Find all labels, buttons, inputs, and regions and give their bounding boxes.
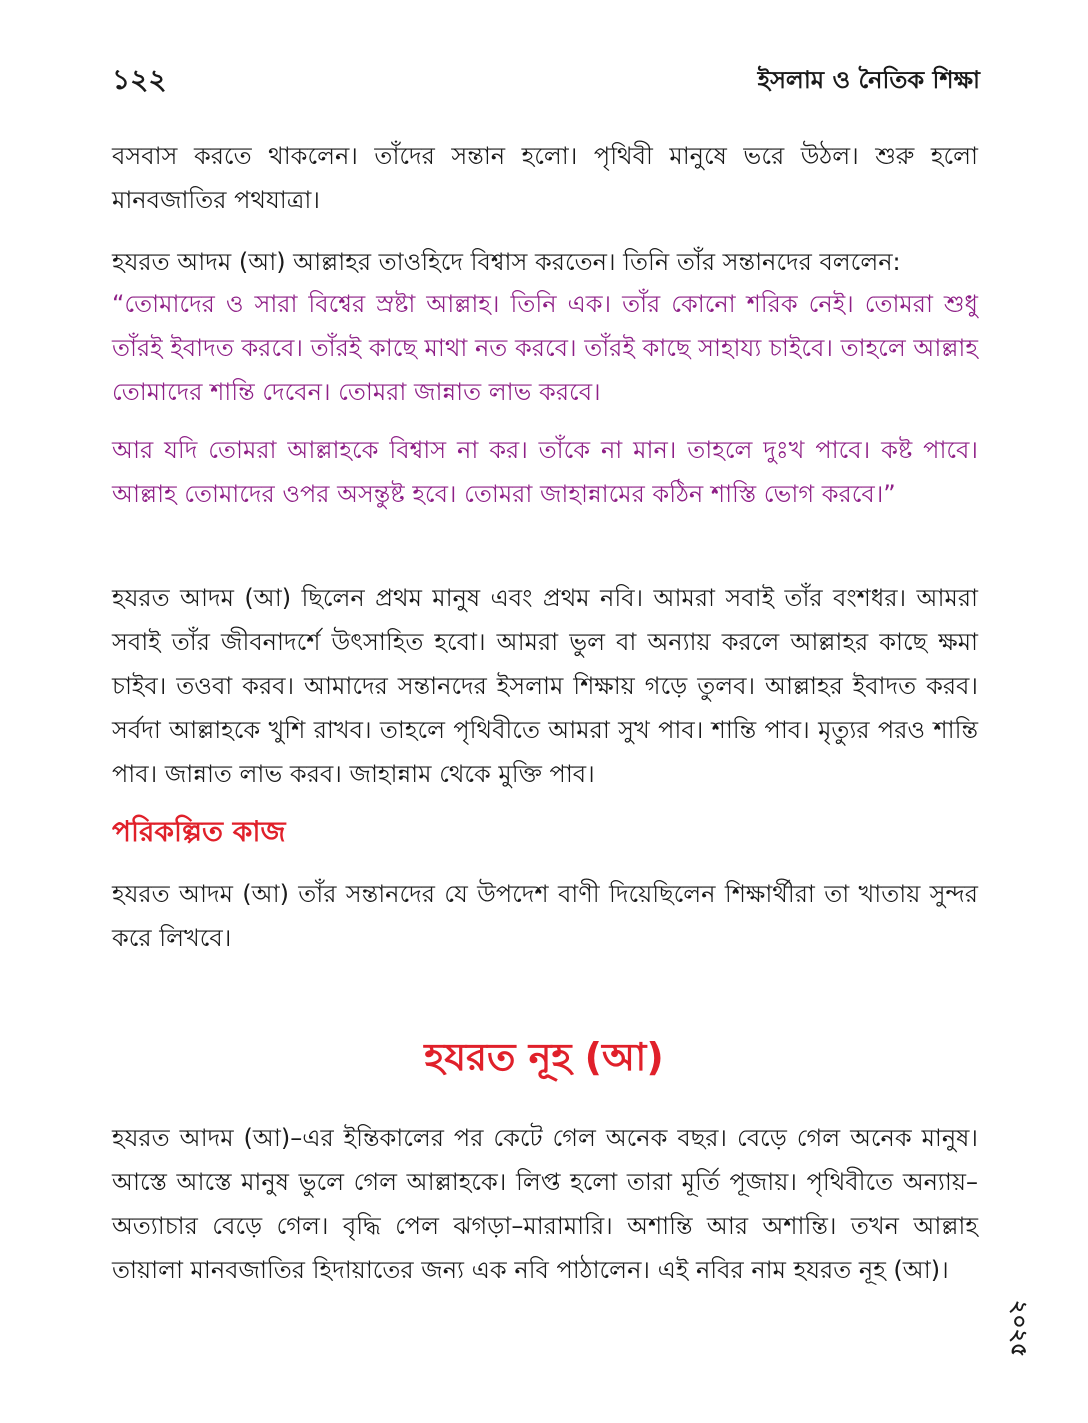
section-heading-planned-work: পরিকল্পিত কাজ [112, 815, 286, 848]
paragraph-planned-work: হযরত আদম (আ) তাঁর সন্তানদের যে উপদেশ বাণী দিয়েছিলেন শিক্ষার্থীরা তা খাতায় সুন্দর করে লিখবে। [112, 880, 978, 952]
chapter-title: হযরত নূহ (আ) [424, 1035, 664, 1079]
paragraph-tawhid: হযরত আদম (আ) আল্লাহর তাওহিদে বিশ্বাস করতেন। তিনি তাঁর সন্তানদের বললেন: [112, 248, 901, 276]
quote-advice-part-1: “তোমাদের ও সারা বিশ্বের স্রষ্টা আল্লাহ। তিনি এক। তাঁর কোনো শরিক নেই। তোমরা শুধু তাঁরই ইবাদত করবে। তাঁরই কাছে মাথা নত করবে। তাঁরই কাছে সাহায্য চাইবে। তাহলে আল্লাহ তোমাদের শান্তি দেবেন। তোমরা জান্নাত লাভ করবে। [112, 290, 978, 406]
quote-advice-part-2: আর যদি তোমরা আল্লাহকে বিশ্বাস না কর। তাঁকে না মান। তাহলে দুঃখ পাবে। কষ্ট পাবে। আল্লাহ তোমাদের ওপর অসন্তুষ্ট হবে। তোমরা জাহান্নামের কঠিন শাস্তি ভোগ করবে।” [112, 436, 978, 508]
paragraph-settlement: বসবাস করতে থাকলেন। তাঁদের সন্তান হলো। পৃথিবী মানুষে ভরে উঠল। শুরু হলো মানবজাতির পথযাত্রা। [112, 142, 978, 214]
paragraph-first-prophet: হযরত আদম (আ) ছিলেন প্রথম মানুষ এবং প্রথম নবি। আমরা সবাই তাঁর বংশধর। আমরা সবাই তাঁর জীবনাদর্শে উৎসাহিত হবো। আমরা ভুল বা অন্যায় করলে আল্লাহর কাছে ক্ষমা চাইব। তওবা করব। আমাদের সন্তানদের ইসলাম শিক্ষায় গড়ে তুলব। আল্লাহর ইবাদত করব। সর্বদা আল্লাহকে খুশি রাখব। তাহলে পৃথিবীতে আমরা সুখ পাব। শান্তি পাব। মৃত্যুর পরও শান্তি পাব। জান্নাত লাভ করব। জাহান্নাম থেকে মুক্তি পাব। [112, 584, 978, 788]
book-title: ইসলাম ও নৈতিক শিক্ষা [757, 66, 980, 94]
paragraph-nuh-intro: হযরত আদম (আ)–এর ইন্তিকালের পর কেটে গেল অনেক বছর। বেড়ে গেল অনেক মানুষ। আস্তে আস্তে মানুষ ভুলে গেল আল্লাহকে। লিপ্ত হলো তারা মূর্তি পূজায়। পৃথিবীতে অন্যায়–অত্যাচার বেড়ে গেল। বৃদ্ধি পেল ঝগড়া–মারামারি। অশান্তি আর অশান্তি। তখন আল্লাহ তায়ালা মানবজাতির হিদায়াতের জন্য এক নবি পাঠালেন। এই নবির নাম হযরত নূহ (আ)। [112, 1124, 978, 1284]
page-number: ১২২ [112, 63, 167, 96]
side-year-number: ২০২৫ [1006, 1300, 1031, 1358]
